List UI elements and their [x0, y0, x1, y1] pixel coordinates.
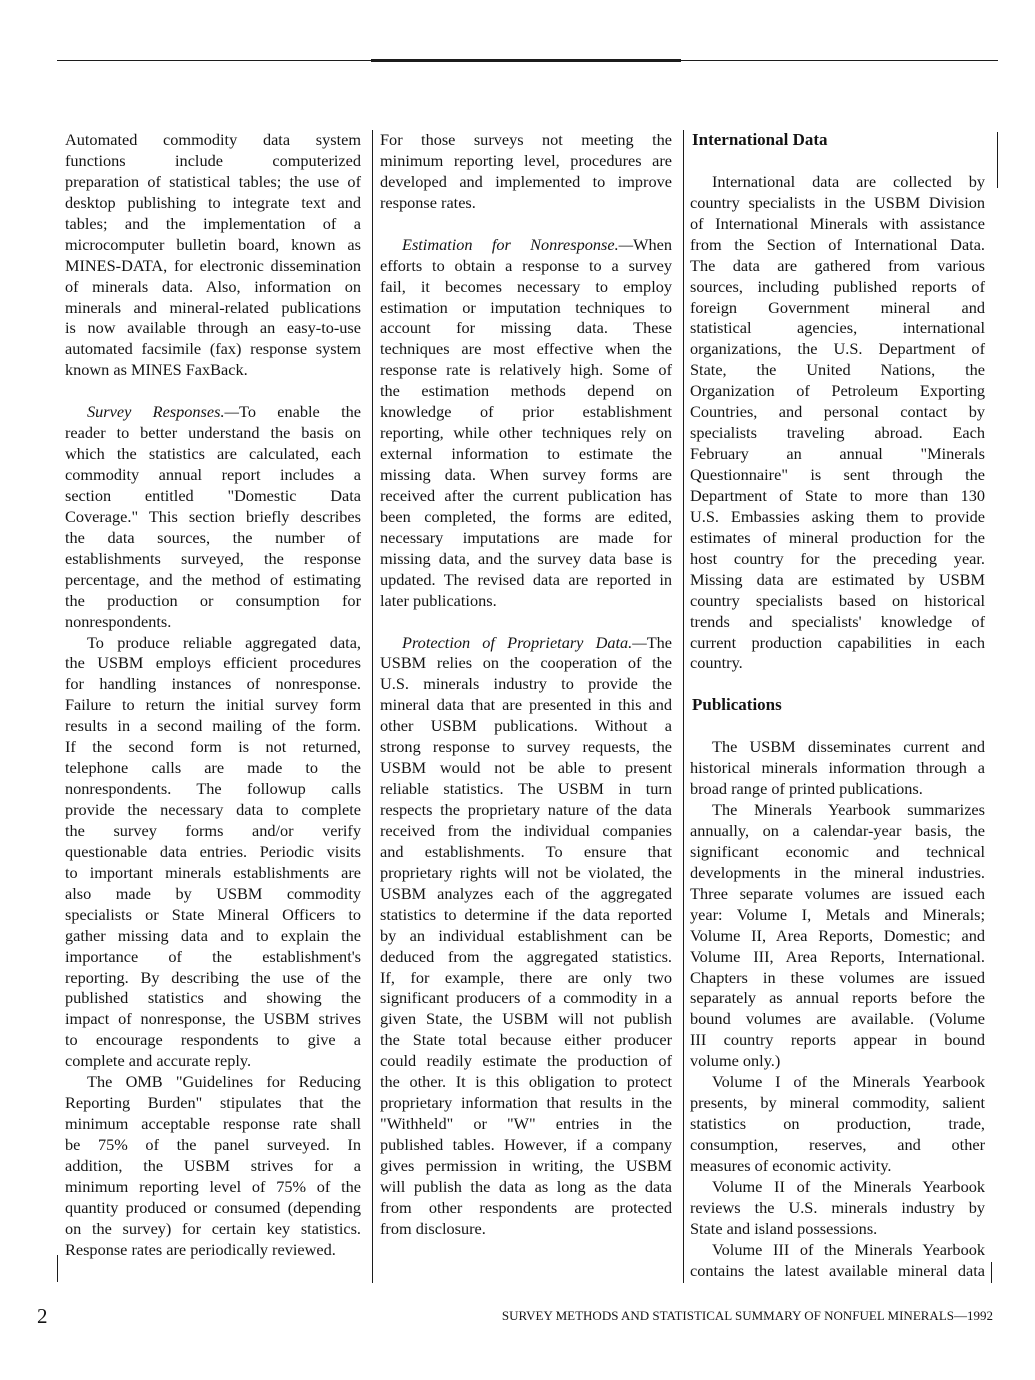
text-line: country specialists based on historical	[690, 590, 985, 610]
paragraph	[65, 130, 361, 381]
text-line: Volume III of the Minerals Yearbook	[712, 1239, 985, 1259]
text-line: by an individual establishment can be	[380, 925, 672, 945]
text-line: The data are gathered from various	[690, 255, 985, 275]
text-line: International data are collected by	[712, 171, 985, 191]
text-line: measures of economic activity.	[690, 1155, 892, 1175]
text-line: contains the latest available mineral data	[690, 1260, 985, 1280]
text-line: foreign Government mineral and	[690, 297, 985, 317]
text-line: State and island possessions.	[690, 1218, 878, 1238]
text-line: volume only.)	[690, 1051, 781, 1071]
text-line: been completed, the forms are edited,	[380, 506, 672, 526]
run-in-heading: Protection of Proprietary Data.—	[402, 632, 647, 652]
text-line: section entitled "Domestic Data	[65, 485, 361, 505]
text-line: estimates of mineral production for the	[690, 527, 985, 547]
paragraph	[65, 633, 361, 1073]
text-line: tables; and the implementation of a	[65, 213, 361, 233]
text-line: response rate is relatively high. Some of	[380, 360, 672, 380]
text-line: proprietary information that results in the	[380, 1093, 672, 1113]
running-title: SURVEY METHODS AND STATISTICAL SUMMARY OF NONFUEL MINERALS—1992	[501, 1308, 993, 1323]
run-in-heading: Estimation for Nonresponse.—	[402, 234, 634, 254]
text-line: response rates.	[380, 192, 476, 212]
text-line: developments in the mineral industries.	[690, 862, 985, 882]
text-line: from other respondents are protected	[380, 1197, 672, 1217]
text-line: on the survey) for certain key statistics.	[65, 1218, 361, 1238]
text-line: To produce reliable aggregated data,	[87, 632, 361, 652]
text-line: from disclosure.	[380, 1218, 486, 1238]
column-middle	[380, 130, 672, 1240]
text-line: Automated commodity data system	[65, 130, 361, 149]
paragraph-protection-of-proprietary-data	[380, 633, 672, 1240]
text-line: gather missing data and to explain the	[65, 925, 361, 945]
text-line: the estimation methods depend on	[380, 381, 672, 401]
text-line: reviews the U.S. minerals industry by	[690, 1197, 985, 1217]
text-line: The Minerals Yearbook summarizes	[712, 800, 985, 819]
column-left	[65, 130, 361, 1261]
text-line: The USBM disseminates current and	[712, 737, 985, 757]
text-line: minimum reporting level of 75% of the	[65, 1176, 361, 1196]
paragraph	[65, 1072, 361, 1260]
text-line: provide the necessary data to complete	[65, 800, 361, 819]
text-run: The	[646, 632, 672, 652]
text-line: of International Minerals with assistance	[690, 213, 985, 233]
text-line: historical minerals information through a	[690, 758, 985, 778]
text-line: State, the United Nations, the	[690, 360, 985, 380]
text-line: complete and accurate reply.	[65, 1051, 252, 1071]
text-line: to important minerals establishments are	[65, 862, 361, 882]
text-line: Countries, and personal contact by	[690, 402, 985, 422]
text-line: specialists traveling abroad. Each	[690, 423, 985, 443]
text-line: organizations, the U.S. Department of	[690, 339, 985, 359]
text-line: percentage, and the method of estimating	[65, 569, 361, 589]
text-line: separately as annual reports before the	[690, 988, 985, 1008]
text-line: commodity annual report includes a	[65, 465, 361, 484]
text-line: mineral data that are presented in this and	[380, 695, 672, 715]
text-line: efforts to obtain a response to a survey	[380, 255, 672, 275]
text-line: reliable statistics. The USBM in turn	[380, 779, 672, 799]
text-line: Volume II, Area Reports, Domestic; and	[690, 925, 985, 945]
text-line: minimum acceptable response rate shall	[65, 1114, 361, 1134]
text-line: significant producers of a commodity in a	[380, 988, 672, 1008]
text-line: Chapters in these volumes are issued	[690, 967, 985, 987]
text-line: The OMB "Guidelines for Reducing	[87, 1072, 361, 1092]
text-line: developed and implemented to improve	[380, 171, 672, 191]
text-line: desktop publishing to integrate text and	[65, 192, 361, 212]
paragraph	[690, 1240, 985, 1282]
text-line: reader to better understand the basis on	[65, 423, 361, 443]
text-line: microcomputer bulletin board, known as	[65, 234, 361, 254]
right-edge-rule-top	[997, 132, 998, 188]
text-line: addition, the USBM strives for a	[65, 1155, 361, 1175]
run-in-heading: Survey Responses.—	[87, 402, 240, 422]
text-line: preparation of statistical tables; the use of	[65, 171, 361, 191]
paragraph-estimation-for-nonresponse	[380, 235, 672, 612]
text-line: the production or consumption for	[65, 590, 361, 610]
text-line: estimation or imputation techniques to	[380, 297, 672, 317]
text-line: USBM relies on the cooperation of the	[380, 653, 672, 673]
text-line: Organization of Petroleum Exporting	[690, 381, 985, 401]
text-line: published tables. However, if a company	[380, 1135, 672, 1154]
text-line: Volume II of the Minerals Yearbook	[712, 1176, 985, 1196]
text-line: be 75% of the panel surveyed. In	[65, 1135, 361, 1154]
text-line: sources, including published reports of	[690, 276, 985, 296]
text-line: Questionnaire" is sent through the	[690, 465, 985, 484]
text-line: functions include computerized	[65, 150, 361, 170]
text-line: the USBM employs efficient procedures	[65, 653, 361, 673]
text-line: reporting. By describing the use of the	[65, 967, 361, 987]
text-line: host country for the preceding year.	[690, 548, 985, 568]
text-line: the data sources, the number of	[65, 527, 361, 547]
paragraph	[690, 800, 985, 1072]
text-line: and establishments. To ensure that	[380, 841, 672, 861]
text-line: will publish the data as long as the data	[380, 1176, 672, 1196]
text-line: If the second form is not returned,	[65, 737, 361, 757]
text-line: which the statistics are calculated, each	[65, 444, 361, 464]
text-line: country.	[690, 653, 743, 673]
text-line: minimum reporting level, procedures are	[380, 150, 672, 170]
text-line: If, for example, there are only two	[380, 967, 672, 987]
text-line: statistics to determine if the data reported	[380, 904, 672, 924]
text-line: Reporting Burden" stipulates that the	[65, 1093, 361, 1113]
text-line: annually, on a calendar-year basis, the	[690, 820, 985, 840]
right-edge-rule-bottom	[991, 1262, 992, 1283]
text-line: the survey forms and/or verify	[65, 820, 361, 840]
text-line: of minerals data. Also, information on	[65, 276, 361, 296]
text-line: to encourage respondents to give a	[65, 1030, 361, 1050]
text-run: When	[633, 234, 672, 254]
text-line: USBM analyzes each of the aggregated	[380, 883, 672, 903]
text-line: statistics on production, trade,	[690, 1114, 985, 1134]
text-line: minerals and mineral-related publications	[65, 297, 361, 317]
text-line: given State, the USBM will not publish	[380, 1009, 672, 1029]
section-heading-publications: Publications	[692, 695, 782, 715]
text-line: techniques are most effective when the	[380, 339, 672, 359]
text-line: establishments surveyed, the response	[65, 548, 361, 568]
text-line: significant economic and technical	[690, 841, 985, 861]
text-line: current production capabilities in each	[690, 632, 985, 652]
text-line: country specialists in the USBM Division	[690, 192, 985, 212]
text-line: respects the proprietary nature of the data	[380, 800, 672, 819]
text-line: quantity produced or consumed (depending	[65, 1197, 361, 1217]
text-line	[380, 235, 672, 256]
text-line: strong response to survey requests, the	[380, 737, 672, 757]
text-line: bound volumes are available. (Volume	[690, 1009, 985, 1029]
text-line: February an annual "Minerals	[690, 444, 985, 464]
text-line: Failure to return the initial survey form	[65, 695, 361, 715]
text-line: missing data, and the survey data base is	[380, 548, 672, 568]
text-line: account for missing data. These	[380, 318, 672, 338]
text-line: questionable data entries. Periodic visits	[65, 841, 361, 861]
text-line: U.S. Embassies asking them to provide	[690, 506, 985, 526]
text-line: received after the current publication has	[380, 485, 672, 505]
text-line: "Withheld" or "W" entries in the	[380, 1114, 672, 1134]
text-line: known as MINES FaxBack.	[65, 360, 248, 380]
column-rule-left-middle	[372, 130, 373, 1283]
left-edge-rule	[57, 1255, 58, 1282]
text-line: updated. The revised data are reported in	[380, 569, 672, 589]
text-line: Volume I of the Minerals Yearbook	[712, 1072, 985, 1092]
text-line: nonrespondents.	[65, 611, 172, 631]
text-line: Missing data are estimated by USBM	[690, 569, 985, 589]
text-line: gives permission in writing, the USBM	[380, 1155, 672, 1175]
text-line: Response rates are periodically reviewed.	[65, 1239, 336, 1259]
text-line: results in a second mailing of the form.	[65, 716, 361, 736]
top-rule-heavy-segment	[371, 59, 681, 62]
text-line: For those surveys not meeting the	[380, 130, 672, 149]
text-line: missing data. When survey forms are	[380, 465, 672, 484]
text-line: specialists or State Mineral Officers to	[65, 904, 361, 924]
text-line: external information to estimate the	[380, 444, 672, 464]
paragraph	[380, 130, 672, 214]
text-line: the other. It is this obligation to protect	[380, 1072, 672, 1092]
text-line: broad range of printed publications.	[690, 779, 923, 799]
text-line: USBM would not be able to present	[380, 758, 672, 778]
text-line: Coverage." This section briefly describes	[65, 506, 361, 526]
text-line: from the Section of International Data.	[690, 234, 985, 254]
text-line: Three separate volumes are issued each	[690, 883, 985, 903]
paragraph-survey-responses	[65, 402, 361, 632]
text-line: could readily estimate the production of	[380, 1051, 672, 1071]
text-line: published statistics and showing the	[65, 988, 361, 1008]
text-line: necessary imputations are made for	[380, 527, 672, 547]
paragraph	[690, 172, 985, 675]
column-rule-middle-right	[683, 130, 684, 1283]
text-line: other USBM publications. Without a	[380, 716, 672, 736]
text-line: reporting, while other techniques rely on	[380, 423, 672, 443]
column-right	[690, 130, 985, 1282]
text-line: fail, it becomes necessary to employ	[380, 276, 672, 296]
text-line: later publications.	[380, 590, 497, 610]
text-line: MINES-DATA, for electronic dissemination	[65, 255, 361, 275]
text-line: telephone calls are made to the	[65, 758, 361, 778]
text-line: III country reports appear in bound	[690, 1030, 985, 1050]
text-line	[380, 633, 672, 654]
paragraph	[690, 1072, 985, 1177]
paragraph	[690, 1177, 985, 1240]
text-line: the State total because either producer	[380, 1030, 672, 1050]
text-line: is now available through an easy-to-use	[65, 318, 361, 338]
text-line: automated facsimile (fax) response system	[65, 339, 361, 359]
text-line: statistical agencies, international	[690, 318, 985, 338]
paragraph	[690, 737, 985, 800]
page-number: 2	[37, 1304, 48, 1328]
text-line: Volume III, Area Reports, International.	[690, 946, 985, 966]
text-line: nonrespondents. The followup calls	[65, 779, 361, 799]
section-heading-international-data: International Data	[692, 130, 828, 149]
text-line: impact of nonresponse, the USBM strives	[65, 1009, 361, 1029]
text-line: knowledge of prior establishment	[380, 402, 672, 422]
text-line: also made by USBM commodity	[65, 883, 361, 903]
text-line: consumption, reserves, and other	[690, 1135, 985, 1154]
text-line: deduced from the aggregated statistics.	[380, 946, 672, 966]
text-run: To enable the	[239, 402, 361, 422]
text-line: year: Volume I, Metals and Minerals;	[690, 904, 985, 924]
text-line: presents, by mineral commodity, salient	[690, 1093, 985, 1113]
text-line: trends and specialists' knowledge of	[690, 611, 985, 631]
text-line: for handling instances of nonresponse.	[65, 674, 361, 694]
text-line: received from the individual companies	[380, 820, 672, 840]
text-line	[65, 402, 361, 423]
text-line: importance of the establishment's	[65, 946, 361, 966]
text-line: Department of State to more than 130	[690, 485, 985, 505]
text-line: U.S. minerals industry to provide the	[380, 674, 672, 694]
text-line: proprietary rights will not be violated, the	[380, 862, 672, 882]
